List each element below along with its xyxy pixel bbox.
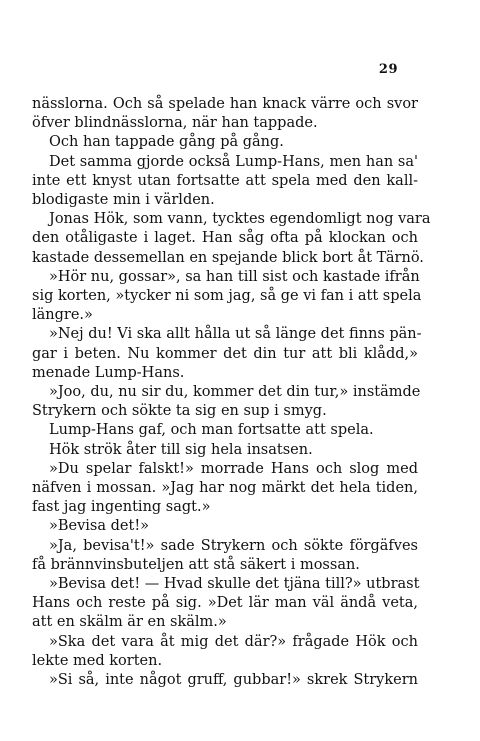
text-line: menade Lump-Hans. (32, 364, 185, 381)
text-line: »Joo, du, nu sir du, kommer det din tur,» instämde (49, 384, 421, 401)
text-line: »Du spelar falskt!» morrade Hans och slog med (49, 460, 418, 477)
text-line: »Ska det vara åt mig det där?» frågade Hök och (49, 633, 418, 650)
text-line: öfver blindnässlorna, när han tappade. (32, 115, 318, 132)
text-line: »Nej du! Vi ska allt hålla ut så länge det finns pän- (49, 326, 422, 343)
text-line: att en skälm är en skälm.» (32, 614, 227, 631)
text-line: Hök strök åter till sig hela insatsen. (49, 441, 313, 458)
text-line: »Bevisa det!» (49, 518, 150, 535)
text-line: »Bevisa det! — Hvad skulle det tjäna till?» utbrast (49, 576, 420, 593)
text-line: fast jag ingenting sagt.» (32, 499, 211, 516)
text-line: kastade dessemellan en spejande blick bort åt Tärnö. (32, 249, 424, 266)
text-line: sig korten, »tycker ni som jag, så ge vi fan i att spela (32, 288, 422, 305)
text-line: Och han tappade gång på gång. (49, 134, 284, 151)
text-line: Lump-Hans gaf, och man fortsatte att spela. (49, 422, 374, 439)
text-line: näfven i mossan. »Jag har nog märkt det hela tiden, (32, 480, 418, 497)
text-line: inte ett knyst utan fortsatte att spela med den kall- (32, 172, 418, 189)
text-line: »Hör nu, gossar», sa han till sist och kastade ifrån (49, 268, 420, 285)
text-line: lekte med korten. (32, 652, 163, 669)
text-line: längre.» (32, 307, 93, 324)
body-text (32, 95, 431, 690)
text-line: Det samma gjorde också Lump-Hans, men han sa' (49, 153, 418, 170)
text-line: Hans och reste på sig. »Det lär man väl ändå veta, (32, 595, 418, 612)
page-number: 29 (378, 62, 398, 77)
text-line: Jonas Hök, som vann, tycktes egendomligt nog vara (49, 211, 431, 228)
text-line: gar i beten. Nu kommer det din tur att bli klådd,» (32, 345, 418, 362)
text-line: den otåligaste i laget. Han såg ofta på klockan och (32, 230, 418, 247)
text-line: »Ja, bevisa't!» sade Strykern och sökte förgäfves (49, 537, 418, 554)
text-line: nässlorna. Och så spelade han knack värre och svor (32, 96, 418, 112)
text-line: »Si så, inte något gruff, gubbar!» skrek Strykern (49, 672, 418, 689)
text-line: få brännvinsbuteljen att stå säkert i mossan. (32, 556, 360, 573)
text-line: blodigaste min i världen. (32, 192, 215, 209)
text-line: Strykern och sökte ta sig en sup i smyg. (32, 403, 327, 420)
